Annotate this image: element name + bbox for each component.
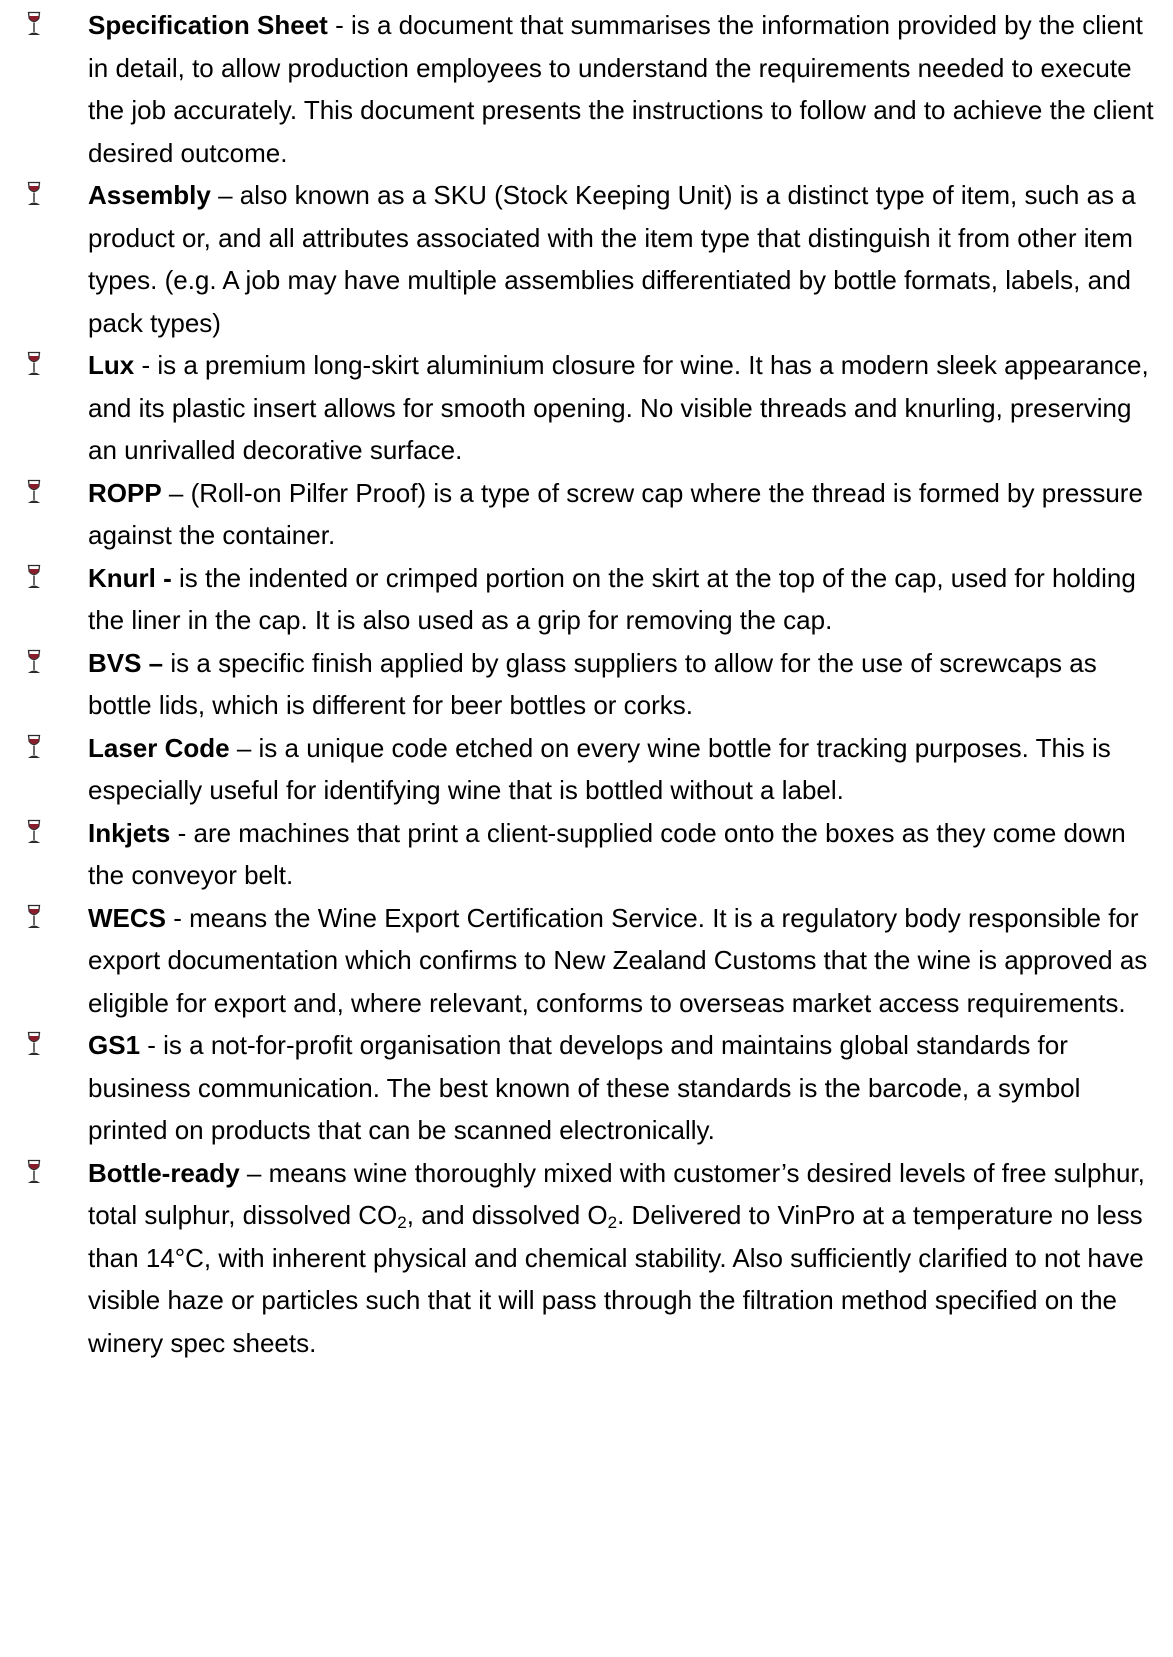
glossary-term: GS1 bbox=[88, 1030, 141, 1060]
glossary-definition: is the indented or crimped portion on the skirt at the top of the cap, used for holding the liner in the cap. It is also used as a grip for removing the cap. bbox=[88, 562, 1136, 635]
glossary-entry-specification-sheet bbox=[0, 4, 1173, 174]
glossary-definition: is a document that summarises the information provided by the client in detail, to allow production employees to understand the requirements needed to execute the job accurately. This document presents the instructions to follow and to achieve the client desired outcome. bbox=[88, 10, 1154, 168]
glossary-definition: . Delivered to VinPro at a temperature no less than 14°C, with inherent physical and chemical stability. Also sufficiently clarified to not have visible haze or particles such that it will pass through the filtration method specified on the winery spec sheets. bbox=[88, 1200, 1144, 1358]
term-separator: – bbox=[239, 1157, 269, 1188]
glossary-definition: means wine thoroughly mixed with customer’s desired levels of free sulphur, total sulphur, dissolved CO bbox=[88, 1157, 1145, 1230]
wine-glass-icon bbox=[27, 11, 41, 37]
glossary-definition: is a unique code etched on every wine bottle for tracking purposes. This is especially useful for identifying wine that is bottled without a label. bbox=[88, 732, 1111, 805]
glossary-term: Knurl - bbox=[88, 562, 172, 593]
glossary-definition: is a not-for-profit organisation that develops and maintains global standards for business communication. The best known of these standards is the barcode, a symbol printed on products that can be scanned electronically. bbox=[88, 1030, 1081, 1145]
term-separator: - bbox=[140, 1030, 164, 1060]
term-separator: - bbox=[170, 817, 194, 848]
glossary-entry-gs1 bbox=[0, 1024, 1173, 1152]
glossary-entry-bvs bbox=[0, 642, 1173, 727]
glossary-term: Lux bbox=[88, 350, 135, 380]
glossary-entry-ropp bbox=[0, 472, 1173, 557]
glossary-term: Specification Sheet bbox=[88, 10, 328, 40]
glossary-definition: (Roll-on Pilfer Proof) is a type of screw cap where the thread is formed by pressure against the container. bbox=[88, 477, 1143, 550]
wine-glass-icon bbox=[27, 351, 41, 377]
glossary-definition: is a premium long-skirt aluminium closure for wine. It has a modern sleek appearance, and its plastic insert allows for smooth opening. No visible threads and knurling, preserving an unrivalled decorative surface. bbox=[88, 350, 1149, 465]
term-separator: – bbox=[229, 732, 259, 763]
glossary-term: ROPP bbox=[88, 477, 162, 508]
glossary-term: Assembly bbox=[88, 180, 211, 210]
wine-glass-icon bbox=[27, 1031, 41, 1057]
wine-glass-icon bbox=[27, 819, 41, 845]
glossary-term: Inkjets bbox=[88, 817, 171, 848]
glossary-definition: are machines that print a client-supplied code onto the boxes as they come down the conveyor belt. bbox=[88, 817, 1126, 890]
wine-glass-icon bbox=[27, 564, 41, 590]
subscript-2: 2 bbox=[397, 1213, 407, 1232]
subscript-2: 2 bbox=[607, 1213, 618, 1232]
wine-glass-icon bbox=[27, 734, 41, 760]
term-separator: – bbox=[161, 477, 191, 508]
term-separator: – bbox=[210, 180, 240, 210]
wine-glass-icon bbox=[27, 1159, 41, 1185]
glossary-term: Bottle-ready bbox=[88, 1157, 240, 1188]
glossary-entry-assembly bbox=[0, 174, 1173, 344]
term-separator: - bbox=[166, 902, 190, 933]
glossary-entry-wecs bbox=[0, 897, 1173, 1025]
glossary-list bbox=[0, 4, 1173, 1364]
term-separator: - bbox=[327, 10, 351, 40]
glossary-entry-lux bbox=[0, 344, 1173, 472]
glossary-entry-bottle-ready bbox=[0, 1152, 1173, 1365]
glossary-term: BVS – bbox=[88, 647, 164, 678]
wine-glass-icon bbox=[27, 479, 41, 505]
term-separator: - bbox=[134, 350, 158, 380]
glossary-definition: , and dissolved O bbox=[406, 1200, 608, 1230]
glossary-term: WECS bbox=[88, 902, 166, 933]
glossary-definition: also known as a SKU (Stock Keeping Unit) is a distinct type of item, such as a product or, and all attributes associated with the item type that distinguish it from other item types. (e.g. A job may have multiple assemblies differentiated by bottle formats, labels, and pack types) bbox=[88, 180, 1136, 338]
wine-glass-icon bbox=[27, 649, 41, 675]
term-separator bbox=[172, 563, 179, 593]
wine-glass-icon bbox=[27, 904, 41, 930]
glossary-definition: is a specific finish applied by glass suppliers to allow for the use of screwcaps as bottle lids, which is different for beer bottles or corks. bbox=[88, 647, 1097, 720]
glossary-definition: means the Wine Export Certification Service. It is a regulatory body responsible for export documentation which confirms to New Zealand Customs that the wine is approved as eligible for export and, where relevant, conforms to overseas market access requirements. bbox=[88, 902, 1148, 1018]
glossary-term: Laser Code bbox=[88, 732, 230, 763]
glossary-entry-knurl bbox=[0, 557, 1173, 642]
glossary-entry-laser-code bbox=[0, 727, 1173, 812]
glossary-entry-inkjets bbox=[0, 812, 1173, 897]
wine-glass-icon bbox=[27, 181, 41, 207]
